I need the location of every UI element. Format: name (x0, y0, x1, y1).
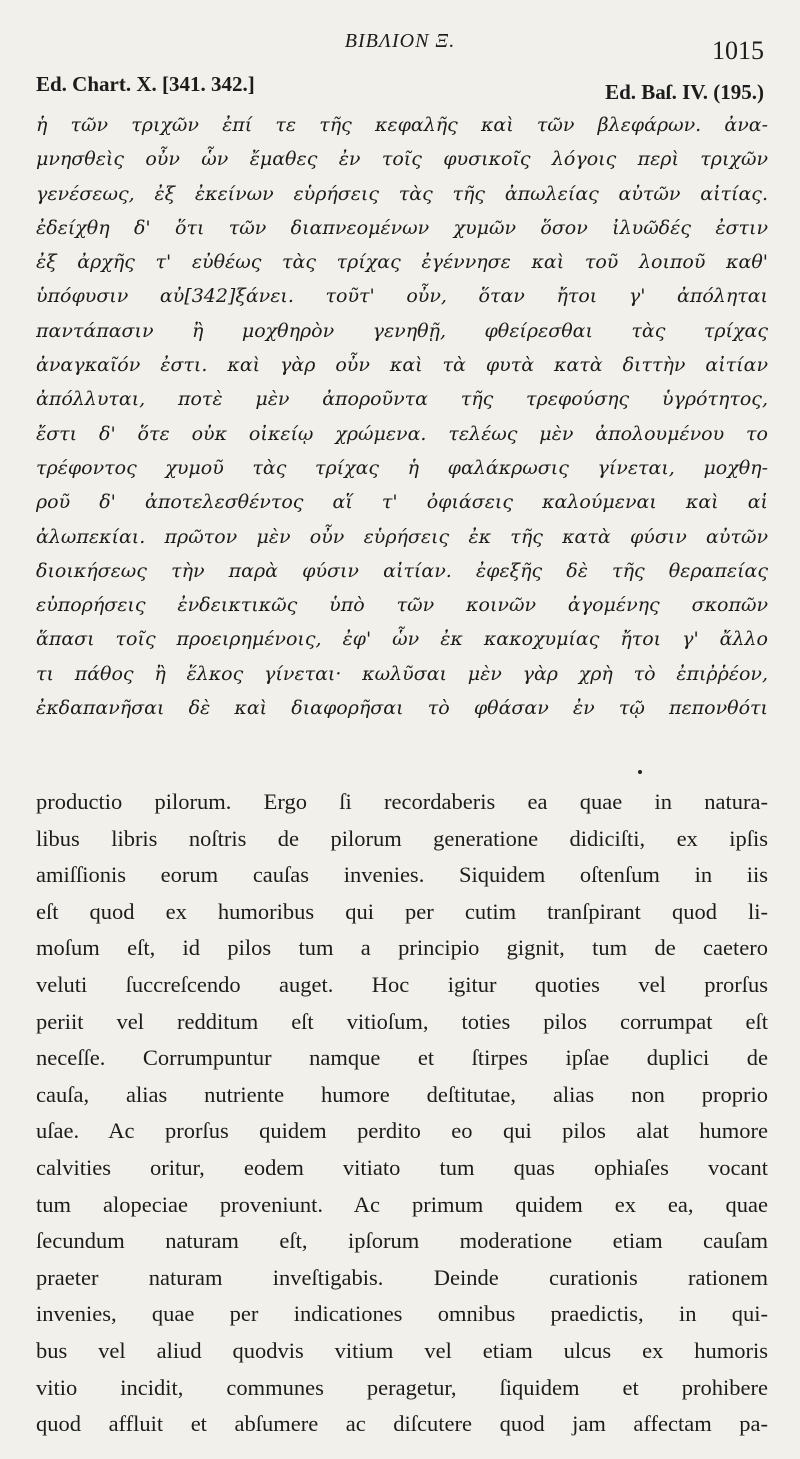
latin-text-block (36, 784, 768, 1443)
greek-line: τι πάθος ἢ ἕλκος γίνεται· κωλῦσαι μὲν γὰρ χρὴ τὸ ἐπιῤῥέον, (36, 662, 768, 685)
latin-line: libus libris noſtris de pilorum generatione didiciſti, ex ipſis (36, 825, 768, 851)
latin-line: praeter naturam inveſtigabis. Deinde curationis rationem (36, 1264, 768, 1290)
latin-line: periit vel redditum eſt vitioſum, toties pilos corrumpat eſt (36, 1008, 768, 1034)
latin-line: vitio incidit, communes peragetur, ſiquidem et prohibere (36, 1374, 768, 1400)
greek-line: διοικήσεως τὴν παρὰ φύσιν αἰτίαν. ἐφεξῆς δὲ τῆς θεραπείας (36, 559, 768, 582)
greek-line: ἡ τῶν τριχῶν ἐπί τε τῆς κεφαλῆς καὶ τῶν βλεφάρων. ἀνα- (36, 114, 768, 136)
greek-line: ὑπόφυσιν αὐ[342]ξάνει. τοῦτ' οὖν, ὅταν ἤτοι γ' ἀπόληται (36, 285, 768, 308)
running-title: ΒΙΒΛΙΟΝ Ξ. (344, 30, 456, 52)
latin-line: neceſſe. Corrumpuntur namque et ſtirpes ipſae duplici de (36, 1045, 768, 1071)
greek-line: εὐπορήσεις ἐνδεικτικῶς ὑπὸ τῶν κοινῶν ἀγομένης σκοπῶν (36, 594, 768, 617)
greek-line: ἐξ ἀρχῆς τ' εὐθέως τὰς τρίχας ἐγέννησε καὶ τοῦ λοιποῦ καθ' (36, 251, 768, 274)
greek-line: τρέφοντος χυμοῦ τὰς τρίχας ἡ φαλάκρωσις γίνεται, μοχθη- (36, 456, 768, 479)
greek-line: παντάπασιν ἢ μοχθηρὸν γενηθῇ, φθείρεσθαι τὰς τρίχας (36, 319, 768, 342)
greek-line: ροῦ δ' ἀποτελεσθέντος αἵ τ' ὀφιάσεις καλούμεναι καὶ αἱ (36, 491, 768, 514)
latin-line: quod affluit et abſumere ac diſcutere quod jam affectam pa- (36, 1411, 768, 1437)
greek-line: ἐδείχθη δ' ὅτι τῶν διαπνεομένων χυμῶν ὅσον ἰλυῶδές ἐστιν (36, 216, 768, 239)
latin-line: cauſa, alias nutriente humore deſtitutae, alias non proprio (36, 1081, 768, 1107)
greek-line: ἐκδαπανῆσαι δὲ καὶ διαφορῆσαι τὸ φθάσαν ἐν τῷ πεπονθότι (36, 697, 768, 720)
greek-line: ἀναγκαῖόν ἐστι. καὶ γὰρ οὖν καὶ τὰ φυτὰ κατὰ διττὴν αἰτίαν (36, 354, 768, 377)
greek-line: γενέσεως, ἐξ ἐκείνων εὑρήσεις τὰς τῆς ἀπωλείας αὐτῶν αἰτίας. (36, 182, 768, 205)
latin-line: invenies, quae per indicationes omnibus praedictis, in qui- (36, 1301, 768, 1327)
edition-reference-left: Ed. Chart. X. [341. 342.] (36, 72, 255, 96)
greek-line: ἀπόλλυται, ποτὲ μὲν ἀποροῦντα τῆς τρεφούσης ὑγρότητος, (36, 388, 768, 411)
greek-line: ἔστι δ' ὅτε οὐκ οἰκείῳ χρώμενα. τελέως μὲν ἀπολουμένου το (36, 422, 768, 445)
latin-line: amiſſionis eorum cauſas invenies. Siquidem oſtenſum in iis (36, 862, 768, 888)
latin-line: ſecundum naturam eſt, ipſorum moderatione etiam cauſam (36, 1228, 768, 1254)
page-number: 1015 (712, 36, 764, 65)
latin-line: uſae. Ac prorſus quidem perdito eo qui pilos alat humore (36, 1118, 768, 1144)
latin-line: bus vel aliud quodvis vitium vel etiam ulcus ex humoris (36, 1337, 768, 1363)
greek-line: ἀλωπεκίαι. πρῶτον μὲν οὖν εὑρήσεις ἐκ τῆς κατὰ φύσιν αὐτῶν (36, 525, 768, 548)
latin-line: tum alopeciae proveniunt. Ac primum quidem ex ea, quae (36, 1191, 768, 1217)
greek-line: ἅπασι τοῖς προειρημένοις, ἐφ' ὧν ἐκ κακοχυμίας ἤτοι γ' ἄλλο (36, 628, 768, 651)
latin-line: veluti ſuccreſcendo auget. Hoc igitur quoties vel prorſus (36, 971, 768, 997)
greek-line: μνησθεὶς οὖν ὧν ἔμαθες ἐν τοῖς φυσικοῖς λόγοις περὶ τριχῶν (36, 148, 768, 171)
latin-line: productio pilorum. Ergo ſi recordaberis ea quae in natura- (36, 789, 768, 814)
edition-reference-right: Ed. Baſ. IV. (195.) (605, 80, 764, 104)
latin-line: eſt quod ex humoribus qui per cutim tranſpirant quod li- (36, 898, 768, 924)
latin-line: moſum eſt, id pilos tum a principio gignit, tum de caetero (36, 935, 768, 961)
greek-text-block (36, 108, 768, 725)
separator-dot (638, 770, 642, 774)
latin-line: calvities oritur, eodem vitiato tum quas ophiaſes vocant (36, 1154, 768, 1180)
